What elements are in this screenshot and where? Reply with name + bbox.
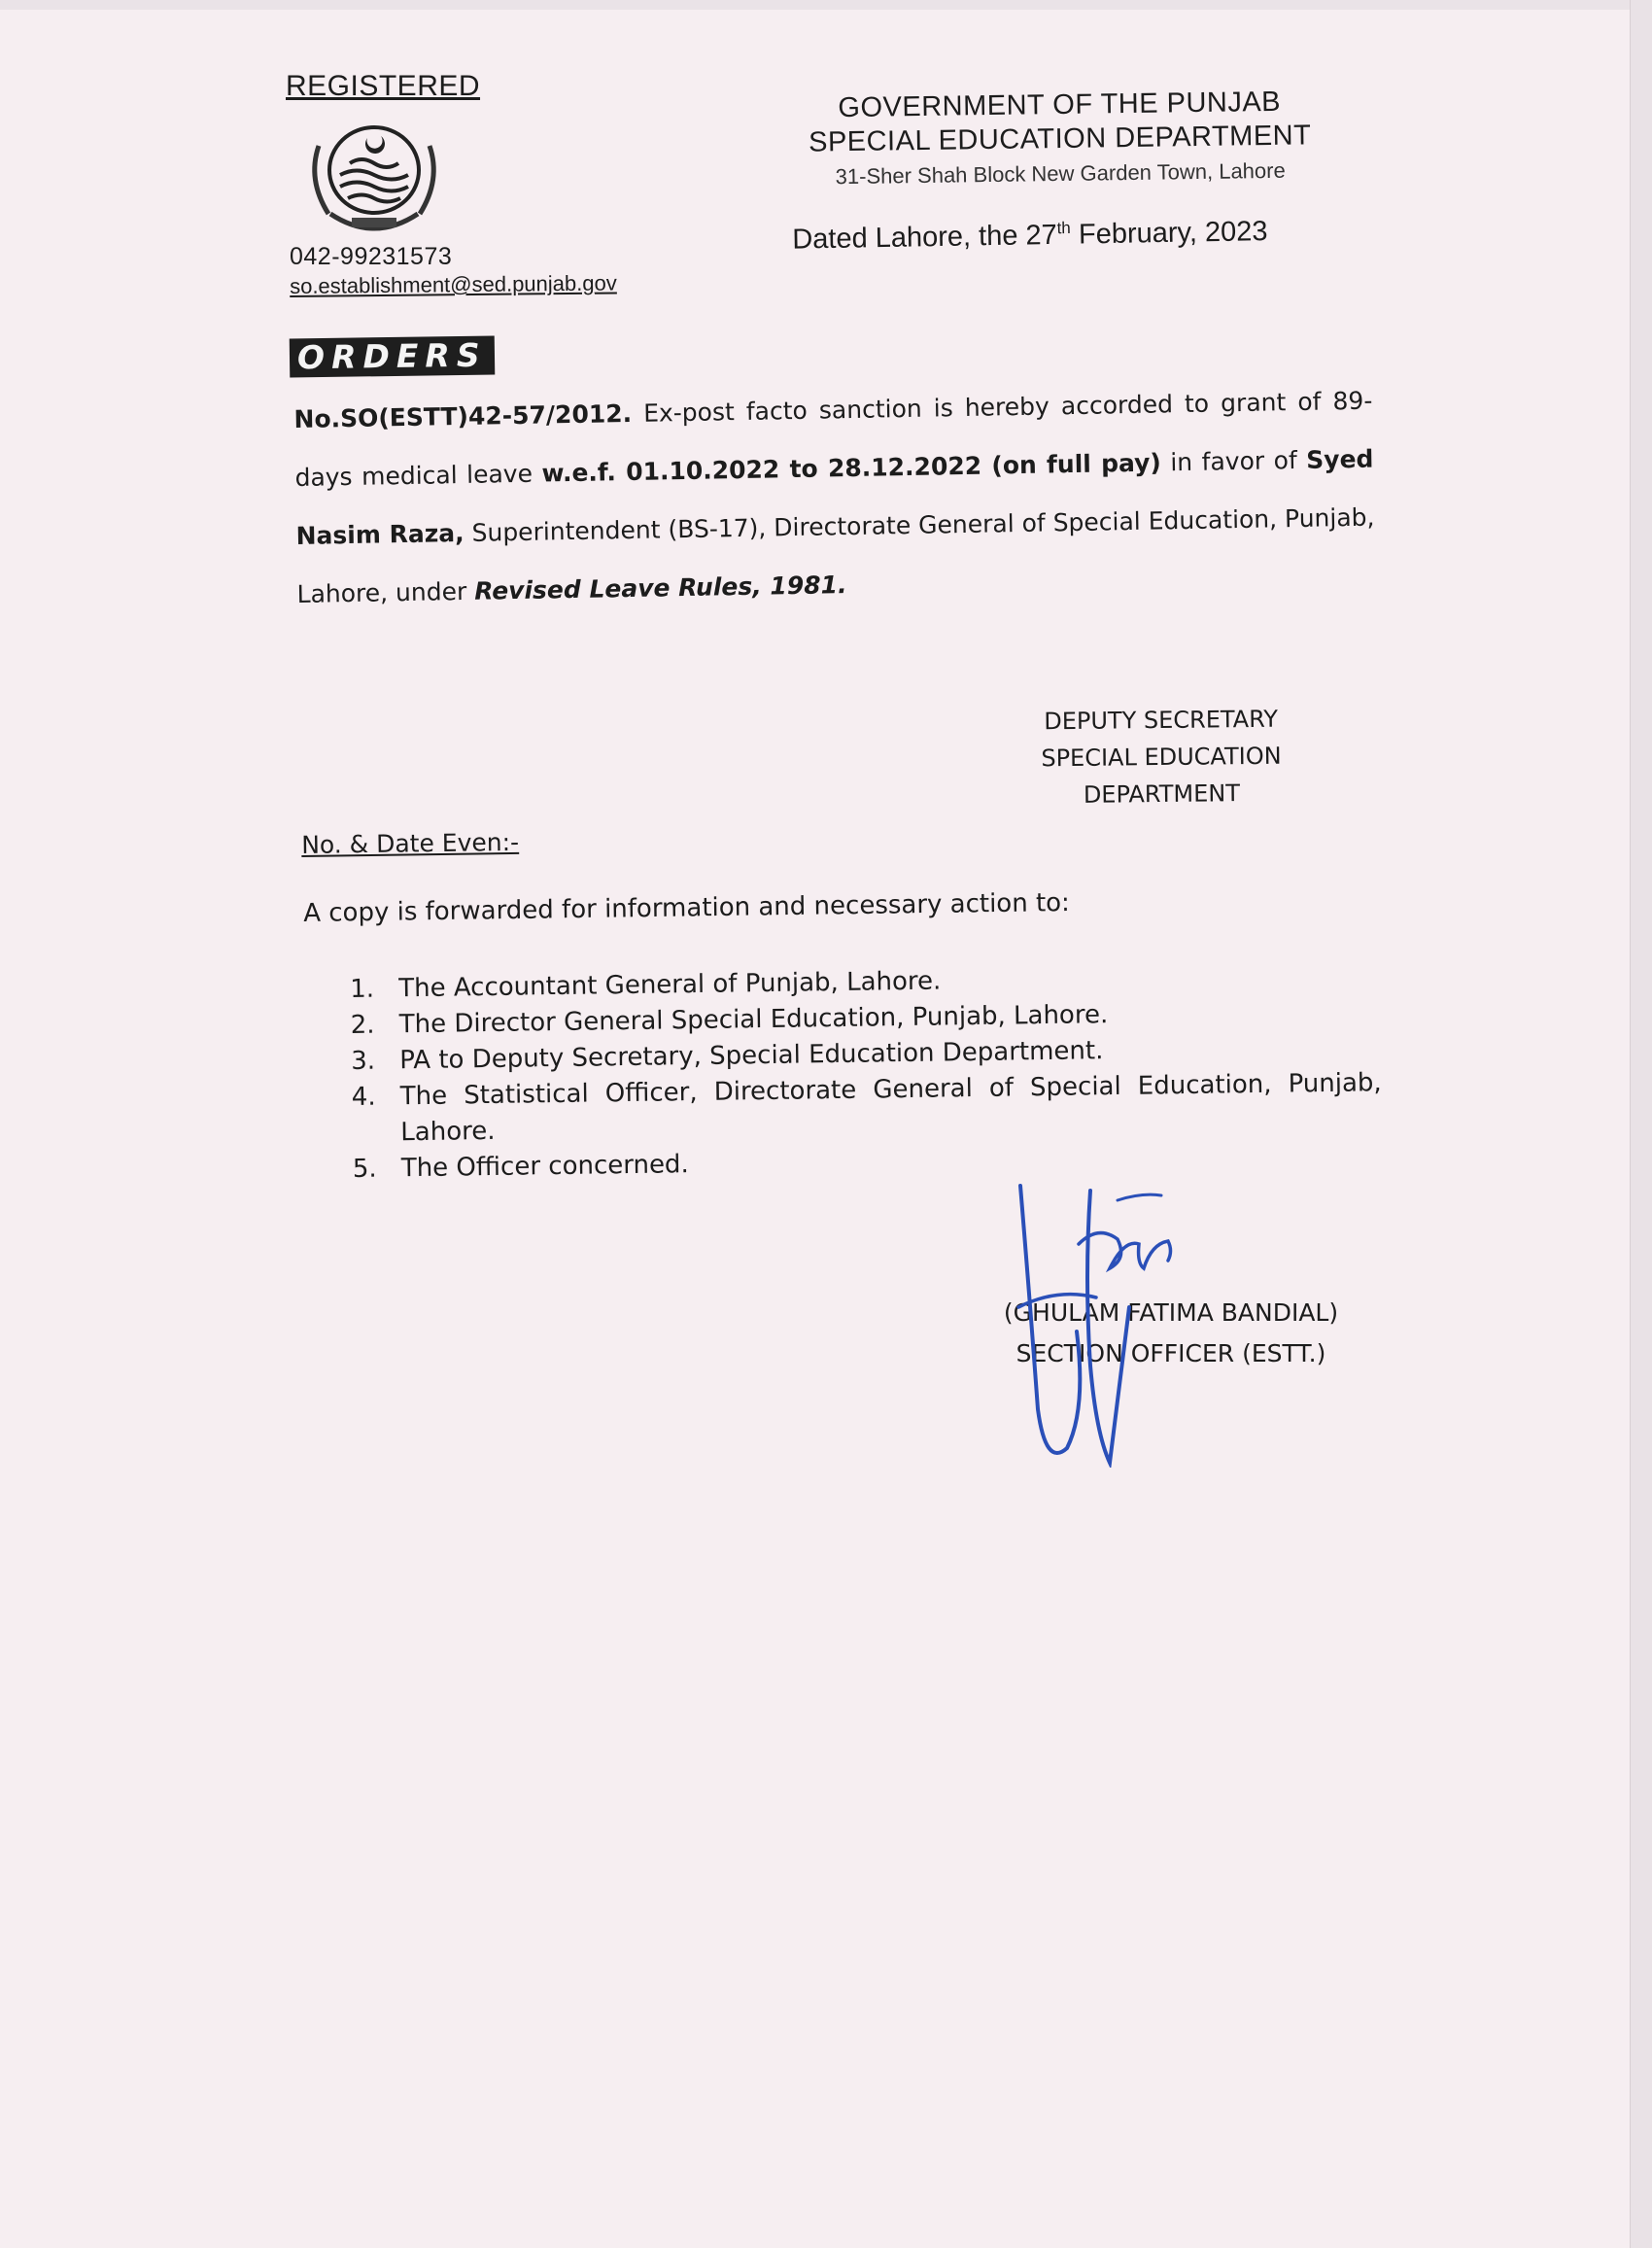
list-item-text: PA to Deputy Secretary, Special Education Department. <box>399 1036 1104 1076</box>
department-header <box>777 86 1342 190</box>
leave-rules: Revised Leave Rules, 1981. <box>473 571 847 605</box>
deputy-line-2: SPECIAL EDUCATION <box>1041 742 1282 773</box>
government-title: GOVERNMENT OF THE PUNJAB <box>838 86 1282 124</box>
list-item-number: 5. <box>352 1154 377 1184</box>
order-number: No.SO(ESTT)42-57/2012. <box>293 398 633 433</box>
distribution-list <box>350 957 1383 1188</box>
list-item-text: The Accountant General of Punjab, Lahore. <box>398 966 942 1004</box>
list-item-number: 4. <box>351 1082 376 1112</box>
punjab-emblem-icon <box>292 117 457 238</box>
list-item-number: 1. <box>350 974 375 1004</box>
deputy-secretary-block <box>1000 700 1322 813</box>
no-date-even: No. & Date Even:- <box>301 827 520 859</box>
phone-number: 042-99231573 <box>290 243 453 270</box>
scan-edge-right <box>1630 0 1652 2248</box>
deputy-line-3: DEPARTMENT <box>1083 779 1241 809</box>
handwritten-signature-icon <box>1001 1176 1234 1468</box>
leave-period: w.e.f. 01.10.2022 to 28.12.2022 (on full pay) <box>541 448 1162 488</box>
list-item-number: 2. <box>350 1010 375 1040</box>
dated-prefix: Dated Lahore, the 27 <box>792 219 1058 256</box>
list-item-text: The Officer concerned. <box>400 1150 689 1184</box>
dated-suffix: February, 2023 <box>1070 216 1268 251</box>
scan-edge-top <box>0 0 1652 10</box>
deputy-line-1: DEPUTY SECRETARY <box>1044 705 1279 736</box>
copy-forward-line: A copy is forwarded for information and necessary action to: <box>303 887 1071 928</box>
order-text-1: Ex-post facto sanction is hereby accorded to grant of 89-days medical leave <box>294 386 1373 492</box>
department-address: 31-Sher Shah Block New Garden Town, Lahore <box>835 157 1286 190</box>
order-text-3: Superintendent (BS-17), Directorate General of Special Education, Punjab, Lahore, under <box>296 502 1375 608</box>
registered-label: REGISTERED <box>286 70 481 102</box>
department-title: SPECIAL EDUCATION DEPARTMENT <box>808 120 1312 158</box>
signatory-name: (GHULAM FATIMA BANDIAL) <box>1003 1298 1339 1327</box>
order-text-2: in favor of <box>1160 445 1307 477</box>
employee-name: Syed Nasim Raza, <box>295 444 1374 550</box>
list-item-text: The Statistical Officer, Directorate General of Special Education, Punjab, Lahore. <box>399 1068 1382 1148</box>
order-paragraph <box>293 372 1376 624</box>
signatory-title: SECTION OFFICER (ESTT.) <box>1015 1339 1326 1367</box>
dated-ordinal: th <box>1056 218 1071 238</box>
dated-line <box>792 215 1268 256</box>
list-item-text: The Director General Special Education, Punjab, Lahore. <box>398 1000 1109 1040</box>
email-address: so.establishment@sed.punjab.gov <box>290 270 617 298</box>
orders-heading: ORDERS <box>290 336 495 378</box>
list-item-number: 3. <box>351 1046 376 1076</box>
